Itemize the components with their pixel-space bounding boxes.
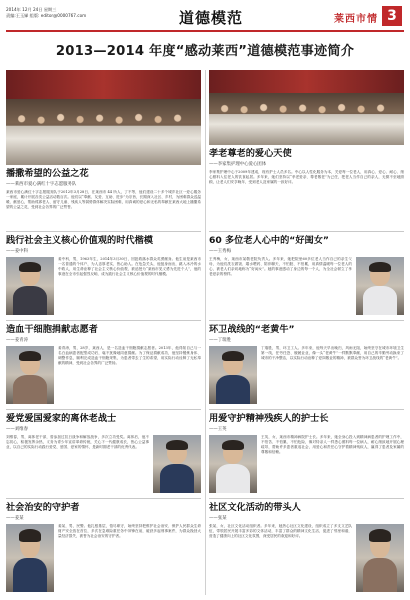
- paper-name: 莱西市情: [334, 14, 378, 25]
- article-subtitle: ——李家集护理中心爱心团体: [209, 162, 267, 167]
- article-title: 爱党爱国爱家的离休老战士: [6, 413, 117, 424]
- portrait-body: [160, 464, 195, 493]
- portrait-photo: [6, 524, 54, 592]
- section-divider: [209, 320, 404, 321]
- portrait-hair: [369, 529, 390, 541]
- section-title: 道德模范: [178, 9, 243, 27]
- nursing-team-photo: [209, 70, 404, 145]
- section-divider: [209, 498, 404, 499]
- article-subtitle: ——丁瑞胜: [209, 338, 231, 343]
- portrait-body: [13, 375, 48, 404]
- masthead: [6, 4, 404, 32]
- portrait-hair: [19, 529, 40, 541]
- article-body: 姜青涛，男，28岁，莱西人，是一名造血干细胞捐献志愿者。2013年，他得知自己与一名白血病患者配型成功后，毫不犹豫地同意捐献。为了保证捐献成功，他坚持锻炼身体、调整作息，顺利完成造血干细胞采集，为患者带去了生的希望，用实际行动诠释了无私奉献的精神，受到社会各界的广泛赞扬。: [58, 346, 201, 366]
- article-subtitle: ——姜青涛: [6, 338, 28, 343]
- portrait-hair: [166, 440, 187, 450]
- article-body: 姜中科，男，1963年生，2014年3月30日，因抢救落水群众英勇献身。他生前是莱西市一名普通的个体户，为人忠厚老实，热心助人。在危急关头，他挺身而出，跳入冰冷的水中救人，用生命诠释了社会主义核心价值观，被追授为“莱西市见义勇为先进个人”，他的事迹在全市引起强烈反响，成为践行社会主义核心价值观的时代楷模。: [58, 257, 201, 277]
- article-jiang-qingtao: [6, 324, 201, 366]
- photo-crowd: [6, 99, 201, 166]
- portrait-body: [363, 558, 398, 592]
- photo-crowd: [209, 93, 404, 146]
- masthead-rule: [6, 30, 404, 32]
- article-subtitle: ——张某: [209, 516, 227, 521]
- article-body: 李家集护理中心于2009年建成，现有护士人员多名。中心以人性化服务为本，关爱每一位老人，用真心、爱心、耐心、细心照料入住老人的饮食起居。多年来，她们坚持以“孝老爱亲、尊老敬老”为己任，把老人当作自己的亲人，无微不至地照顾，让老人们安享晚年，受到老人及家属的一致好评。: [209, 170, 404, 185]
- article-liu-weichun: [6, 413, 201, 450]
- article-wang-ying: [209, 413, 404, 455]
- portrait-body: [216, 464, 251, 493]
- editor-line: 责编:王玉娣 组版: editor@0000767.com: [6, 13, 87, 18]
- article-subtitle: ——姜某: [6, 516, 24, 521]
- page-number-badge: 3: [382, 6, 402, 26]
- portrait-photo: [356, 524, 404, 592]
- article-body: 丁瑞胜，男，环卫工人。多年来，他每天早出晚归，风雨无阻，始终坚守在城市环境卫生第一线，任劳任怨、兢兢业业，像一头“老黄牛”一样默默奉献，用自己的辛勤劳动换来了城市的干净整洁，以实际行动诠释了爱岗敬业的精神，被群众誉为环卫战线的“老黄牛”。: [261, 346, 404, 361]
- portrait-photo: [6, 346, 54, 404]
- photo-banner: [6, 70, 201, 99]
- photo-banner: [209, 70, 404, 93]
- portrait-photo: [356, 257, 404, 315]
- article-nursing-center: [209, 148, 404, 234]
- article-title: 社区文化活动的带头人: [209, 502, 301, 513]
- page-headline: 2013—2014 年度“感动莱西”道德模范事迹简介: [55, 44, 355, 59]
- article-community-culture: [209, 502, 404, 539]
- section-divider: [6, 409, 201, 410]
- portrait-body: [363, 286, 398, 315]
- portrait-hair: [222, 440, 243, 450]
- portrait-hair: [369, 262, 390, 272]
- article-subtitle: ——王秀梅: [209, 249, 231, 254]
- portrait-hair: [19, 262, 40, 272]
- section-divider: [6, 498, 201, 499]
- portrait-hair: [19, 351, 40, 361]
- article-title: 社会治安的守护者: [6, 502, 80, 513]
- article-body: 张某，女，社区文化活动组织者。多年来，她热心社区文化建设，组织成立了多支文艺队伍，带领居民开展丰富多彩的文体活动，丰富了群众的精神文化生活，促进了邻里和谐，营造了健康向上的社区文化氛围，深受居民的欢迎和好评。: [209, 524, 352, 539]
- section-divider: [6, 320, 201, 321]
- portrait-body: [13, 286, 48, 315]
- article-title: 孝老尊老的爱心天使: [209, 148, 292, 159]
- portrait-body: [216, 375, 251, 404]
- section-divider: [209, 409, 404, 410]
- section-divider: [6, 231, 201, 232]
- volunteer-group-photo: [6, 70, 201, 165]
- portrait-hair: [222, 351, 243, 361]
- article-body: 姜某，男，民警。他扎根基层，恪尽职守，始终坚持把维护社会治安、保护人民群众生命财产安全放在首位，多次在急难险重任务中冲锋在前，破获多起刑事案件，为群众挽回大量经济损失，被誉为社会治安的守护者。: [58, 524, 201, 539]
- article-body: 王秀梅，女，莱西市某敬老院负责人。多年来，她把院里60多位老人当作自己的亲生父母，为他们洗衣做饭、端水喂药、陪伴聊天，不怕脏、不怕累，用真情温暖每一位老人的心，被老人们亲切地称为“好闺女”。她的事迹感动了身边的每一个人，为全社会树立了孝老爱亲的榜样。: [209, 257, 352, 277]
- issue-date: 2014年 12月 24日 星期三: [6, 7, 57, 12]
- article-wang-xiumei: [209, 235, 404, 277]
- article-title: 播撒希望的公益之花: [6, 168, 89, 179]
- portrait-photo: [209, 435, 257, 493]
- article-body: 刘维春，男，离休老干部，曾参加过抗日战争和解放战争，多次立功受奖。离休后，他不忘初心，积极发挥余热，义务为青少年宣讲革命传统，关心下一代健康成长，热心公益事业，以自己的实际行动践行爱党、爱国、爱家的情怀，是新时期老干部的优秀代表。: [6, 435, 149, 450]
- article-public-security: [6, 502, 201, 539]
- portrait-photo: [6, 257, 54, 315]
- article-title: 环卫战线的“老黄牛”: [209, 324, 295, 335]
- column-divider: [205, 70, 206, 595]
- portrait-photo: [153, 435, 201, 493]
- masthead-meta: [6, 7, 86, 19]
- article-volunteer-team: [6, 168, 201, 234]
- section-divider: [209, 231, 404, 232]
- portrait-body: [13, 558, 48, 592]
- article-subtitle: ——莱西市爱心满红十字志愿服务队: [6, 182, 77, 187]
- article-title: 造血干细胞捐献志愿者: [6, 324, 98, 335]
- article-jiang-zhongke: [6, 235, 201, 277]
- portrait-photo: [209, 346, 257, 404]
- article-body: 王英，女，莱西市精神病院护士长。多年来，她全身心投入到精神病患者的护理工作中，不怕苦、不怕累、不怕危险，像对待亲人一样悉心照料每一位病人，耐心细致地开展心理疏导，帮助许多患者重返社会，用爱心和责任心守护着精神残疾人，赢得了患者及家属的尊敬和信赖。: [261, 435, 404, 455]
- article-subtitle: ——王英: [209, 427, 227, 432]
- article-ding-ruisheng: [209, 324, 404, 361]
- article-title: 用爱守护精神残疾人的护士长: [209, 413, 329, 424]
- article-body: 莱西市爱心满红十字志愿服务队于2012年3月28日，在莱西市 44 所人，了不等，他们建设二十多个城乡社区一爱心服务一家庭，累计开展各类公益活动数百次。他们以“奉献、友爱、互助、进步”为宗旨，长期深入社区、乡村，为困难群众送温暖、献爱心，帮助孤寡老人、留守儿童、残疾人等弱势群体解决实际困难，用真诚的爱心和无私的奉献在莱西大地上播撒希望的公益之花，受到社会各界的广泛赞誉。: [6, 190, 201, 210]
- article-subtitle: ——刘维春: [6, 427, 28, 432]
- article-title: 60 多位老人心中的“好闺女”: [209, 235, 329, 246]
- article-subtitle: ——姜中科: [6, 249, 28, 254]
- article-title: 践行社会主义核心价值观的时代楷模: [6, 235, 153, 246]
